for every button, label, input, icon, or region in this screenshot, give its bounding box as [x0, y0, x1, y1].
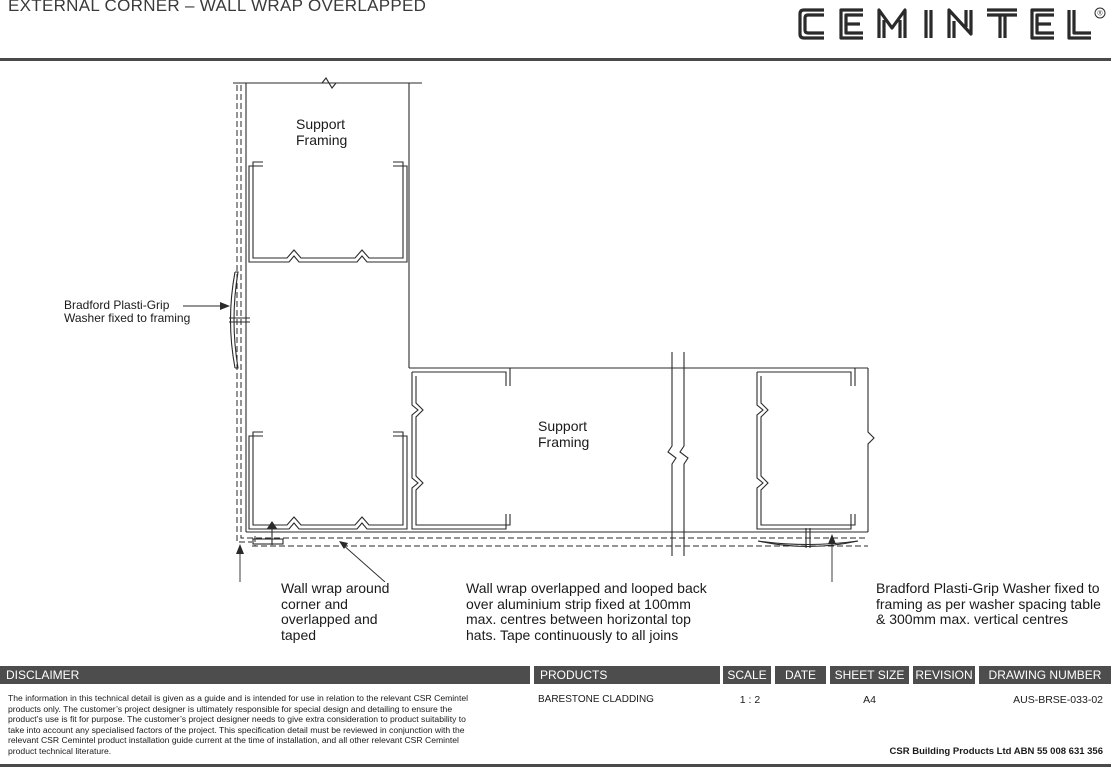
- disclaimer-line: product’s use is fit for purpose. The customer’s project designer needs to give extra consideration to product suitability to: [8, 714, 466, 725]
- note-line: Wall wrap overlapped and looped back: [466, 580, 707, 596]
- label-support-framing-top: [296, 117, 347, 148]
- leader-wrap-corner: [240, 548, 272, 582]
- note-line: Wall wrap around: [281, 580, 390, 596]
- header-scale: SCALE: [723, 666, 771, 684]
- registered-mark: ®: [1097, 10, 1103, 18]
- products-value: BARESTONE CLADDING: [538, 694, 654, 705]
- note-line: hats. Tape continuously to all joins: [466, 626, 679, 643]
- header-sheet-size: SHEET SIZE: [830, 666, 909, 684]
- label-line: Framing: [296, 131, 348, 148]
- wall-wrap-outer: [241, 85, 868, 538]
- header-products: PRODUCTS: [534, 666, 720, 684]
- note-line: over aluminium strip fixed at 100mm: [466, 595, 691, 612]
- note-wrap-overlap: [466, 581, 707, 643]
- note-line: & 300mm max. vertical centres: [876, 611, 1069, 627]
- note-line: overlapped and: [281, 611, 378, 627]
- arrow-washer-left: [220, 302, 230, 310]
- note-wrap-corner: [281, 581, 389, 643]
- header-date: DATE: [775, 666, 826, 684]
- disclaimer-line: take into account any specialised factors of the project. This specification detail must be reviewed in conjunction with the: [8, 724, 465, 735]
- note-line: Bradford Plasti-Grip Washer fixed to: [876, 580, 1100, 596]
- note-line: max. centres between horizontal top: [466, 611, 691, 627]
- label-line: Bradford Plasti-Grip: [64, 298, 170, 312]
- label-washer-left: [64, 299, 190, 325]
- break-line-a: [668, 352, 676, 556]
- note-line: framing as per washer spacing table: [876, 595, 1101, 612]
- wall-wrap-overlap: [237, 85, 252, 542]
- label-line: Support: [538, 418, 588, 434]
- company-abn: CSR Building Products Ltd ABN 55 008 631 356: [889, 746, 1103, 757]
- label-line: Washer fixed to framing: [64, 311, 191, 325]
- drawing-number-value: AUS-BRSE-033-02: [1013, 694, 1103, 706]
- label-support-framing-right: [538, 419, 589, 450]
- break-line-b: [680, 352, 688, 556]
- disclaimer-line: relevant CSR Cemintel product installation guide current at the time of installation, and all other relevant CSR Cemintel: [8, 735, 459, 746]
- leader-wrap-overlap: [342, 544, 385, 582]
- note-line: taped: [281, 626, 317, 643]
- disclaimer-line: product technical literature.: [8, 745, 112, 756]
- disclaimer-line: The information in this technical detail is given as a guide and is intended for use in relation to the relevant CSR Cemintel: [8, 693, 469, 703]
- arrow-wrap-corner: [236, 544, 244, 554]
- note-washer-right: [876, 581, 1101, 628]
- scale-value: 1 : 2: [739, 694, 761, 706]
- disclaimer-text: [8, 693, 513, 757]
- note-line: corner and: [281, 595, 348, 612]
- disclaimer-line: products only. The customer’s project designer is ultimately responsible for special design and detailing to ensure the: [8, 703, 453, 714]
- washer-left: [229, 272, 250, 368]
- label-line: Framing: [538, 433, 590, 450]
- label-line: Support: [296, 116, 346, 132]
- top-hat-lower-left: [249, 432, 407, 529]
- bottom-rule: [0, 764, 1111, 767]
- break-right: [868, 368, 874, 532]
- header-disclaimer: DISCLAIMER: [0, 666, 530, 684]
- drawing-title: EXTERNAL CORNER – WALL WRAP OVERLAPPED: [8, 0, 427, 15]
- top-hat-middle: [412, 368, 510, 529]
- header-revision: REVISION: [913, 666, 975, 684]
- sheet-size-value: A4: [863, 694, 876, 706]
- aluminium-strip: [253, 539, 283, 544]
- arrow-washer-right: [828, 534, 836, 544]
- cemintel-logo: [796, 4, 1108, 48]
- top-hat-upper: [249, 162, 407, 262]
- top-hat-right: [757, 368, 855, 529]
- top-rule: [0, 58, 1111, 61]
- header-drawing-number: DRAWING NUMBER: [979, 666, 1111, 684]
